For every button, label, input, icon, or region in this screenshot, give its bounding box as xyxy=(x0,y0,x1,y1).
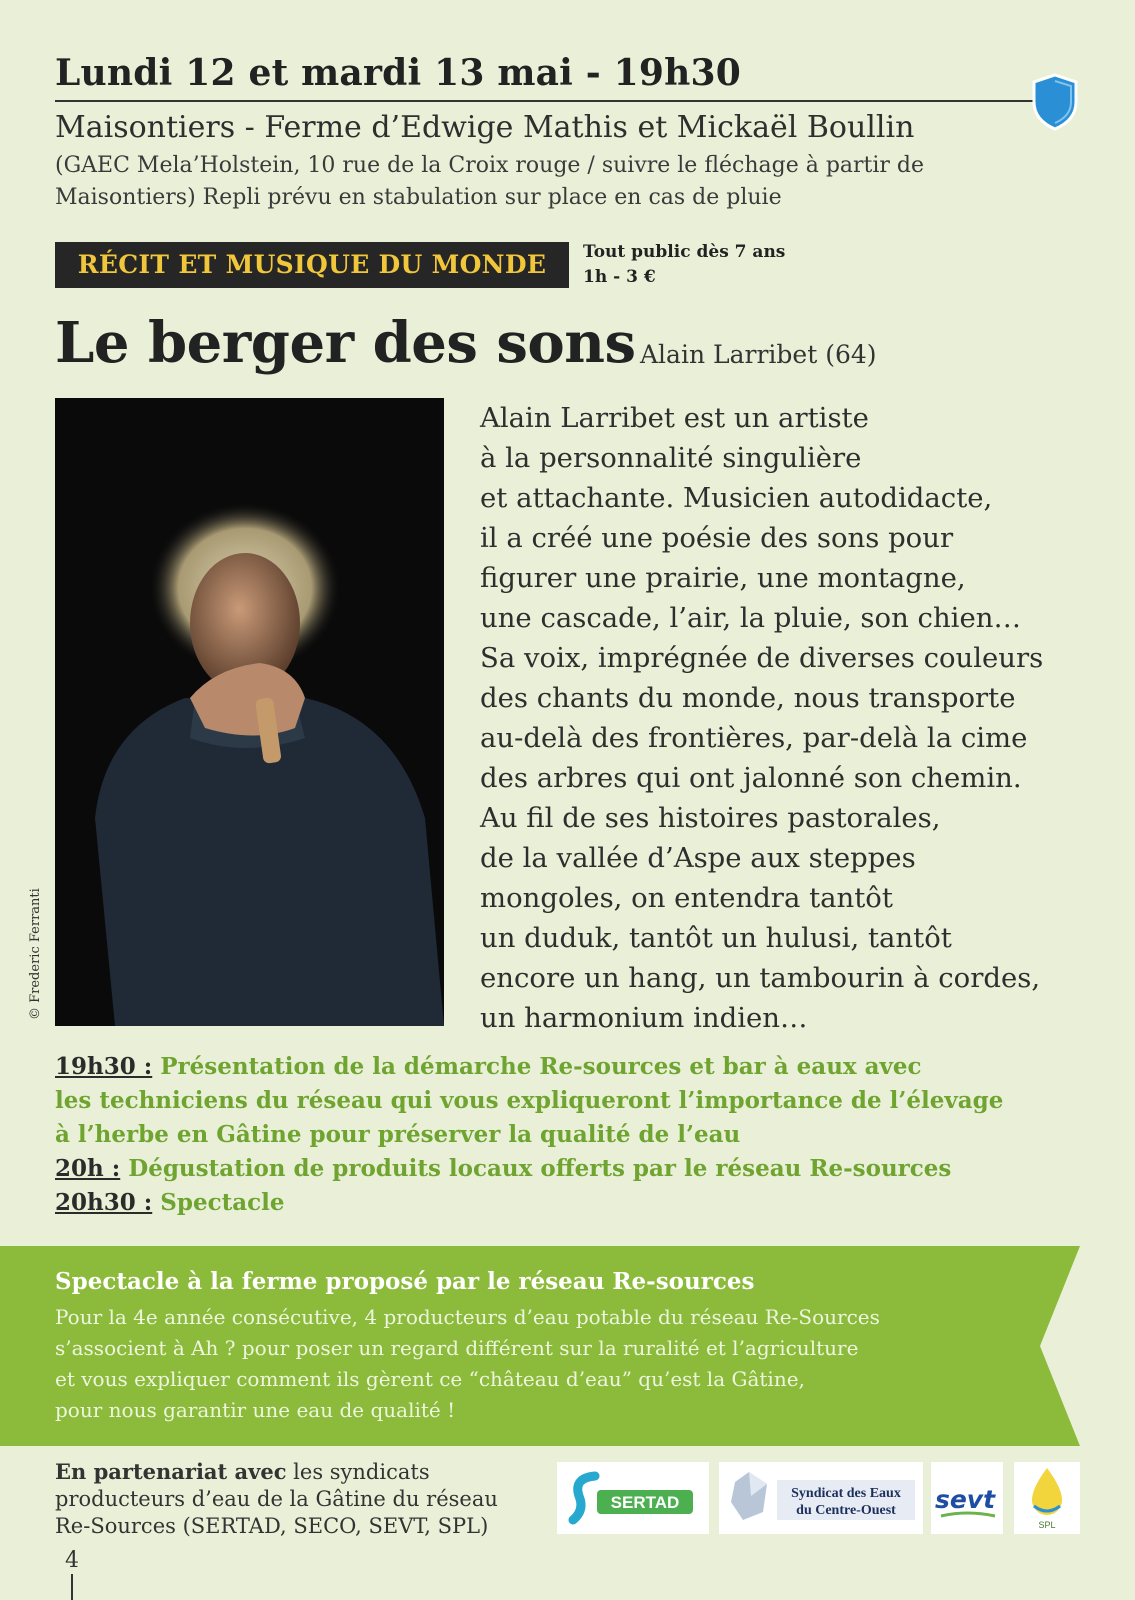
description-line: à la personnalité singulière xyxy=(480,442,862,474)
event-date: Lundi 12 et mardi 13 mai - 19h30 xyxy=(55,52,742,94)
schedule xyxy=(55,1050,1105,1220)
schedule-time: 20h : xyxy=(55,1155,121,1182)
schedule-text: à l’herbe en Gâtine pour préserver la qualité de l’eau xyxy=(55,1121,741,1148)
schedule-time: 20h30 : xyxy=(55,1189,153,1216)
seco-logo-line: Syndicat des Eaux xyxy=(791,1486,901,1501)
description-line: encore un hang, un tambourin à cordes, xyxy=(480,962,1041,994)
partners-text xyxy=(55,1458,565,1540)
sevt-logo xyxy=(931,1462,1003,1534)
schedule-item xyxy=(55,1186,1105,1220)
banner-title: Spectacle à la ferme proposé par le réseau Re-sources xyxy=(55,1268,755,1295)
venue-detail: (GAEC Mela’Holstein, 10 rue de la Croix rouge / suivre le fléchage à partir de Maisontiers) Repli prévu en stabulation sur place en cas de pluie xyxy=(55,153,925,210)
description-line: et attachante. Musicien autodidacte, xyxy=(480,482,993,514)
description-line: des chants du monde, nous transporte xyxy=(480,682,1016,714)
duration-price: 1h - 3 € xyxy=(583,267,656,287)
banner-line: s’associent à Ah ? pour poser un regard différent sur la ruralité et l’agriculture xyxy=(55,1336,859,1360)
schedule-text: les techniciens du réseau qui vous expliqueront l’importance de l’élevage xyxy=(55,1087,1004,1114)
description-line: il a créé une poésie des sons pour xyxy=(480,522,954,554)
schedule-item xyxy=(55,1152,1105,1186)
sevt-logo-text: sevt xyxy=(934,1485,996,1514)
partners-rest: les syndicats xyxy=(286,1460,430,1484)
description-line: Sa voix, imprégnée de diverses couleurs xyxy=(480,642,1044,674)
seco-logo-line: du Centre-Ouest xyxy=(796,1503,896,1518)
shield-icon xyxy=(1030,72,1080,132)
sertad-logo xyxy=(557,1462,709,1534)
partners-lead: En partenariat avec xyxy=(55,1459,287,1484)
photo-credit: © Frederic Ferranti xyxy=(28,888,43,1020)
schedule-text: Spectacle xyxy=(160,1189,285,1216)
artist-name: Alain Larribet (64) xyxy=(640,340,877,369)
schedule-text: Présentation de la démarche Re-sources et bar à eaux avec xyxy=(160,1053,922,1080)
banner-line: et vous expliquer comment ils gèrent ce “château d’eau” qu’est la Gâtine, xyxy=(55,1367,805,1391)
schedule-item xyxy=(55,1050,1105,1084)
banner-text xyxy=(55,1302,1015,1426)
banner-line: pour nous garantir une eau de qualité ! xyxy=(55,1398,456,1422)
partners-line: Re-Sources (SERTAD, SECO, SEVT, SPL) xyxy=(55,1514,489,1538)
audience-info xyxy=(583,240,785,290)
description-line: Alain Larribet est un artiste xyxy=(480,402,869,434)
page-number-rule xyxy=(71,1574,73,1600)
category-label: RÉCIT ET MUSIQUE DU MONDE xyxy=(55,242,569,288)
description-line: figurer une prairie, une montagne, xyxy=(480,562,966,594)
artist-photo xyxy=(55,398,444,1026)
schedule-text: Dégustation de produits locaux offerts par le réseau Re-sources xyxy=(128,1155,952,1182)
page-number: 4 xyxy=(65,1548,79,1573)
description-line: au-delà des frontières, par-delà la cime xyxy=(480,722,1028,754)
header-rule xyxy=(55,100,1040,102)
venue-name: Maisontiers - Ferme d’Edwige Mathis et Mickaël Boullin xyxy=(55,110,915,145)
description-line: un harmonium indien… xyxy=(480,1002,808,1034)
schedule-time: 19h30 : xyxy=(55,1053,153,1080)
description-line: un duduk, tantôt un hulusi, tantôt xyxy=(480,922,952,954)
audience-age: Tout public dès 7 ans xyxy=(583,242,786,262)
sertad-logo-text: SERTAD xyxy=(610,1493,680,1512)
description-line: Au fil de ses histoires pastorales, xyxy=(480,802,941,834)
show-title: Le berger des sons xyxy=(55,310,636,376)
description-line: de la vallée d’Aspe aux steppes xyxy=(480,842,916,874)
spl-logo xyxy=(1014,1462,1080,1534)
show-description xyxy=(480,398,1100,1038)
seco-logo xyxy=(719,1462,923,1534)
description-line: des arbres qui ont jalonné son chemin. xyxy=(480,762,1022,794)
spl-logo-text: SPL xyxy=(1038,1520,1056,1530)
musician-illustration xyxy=(55,398,444,1026)
banner-line: Pour la 4e année consécutive, 4 producteurs d’eau potable du réseau Re-Sources xyxy=(55,1305,880,1329)
partners-line: producteurs d’eau de la Gâtine du réseau xyxy=(55,1487,498,1511)
description-line: mongoles, on entendra tantôt xyxy=(480,882,893,914)
description-line: une cascade, l’air, la pluie, son chien… xyxy=(480,602,1021,634)
